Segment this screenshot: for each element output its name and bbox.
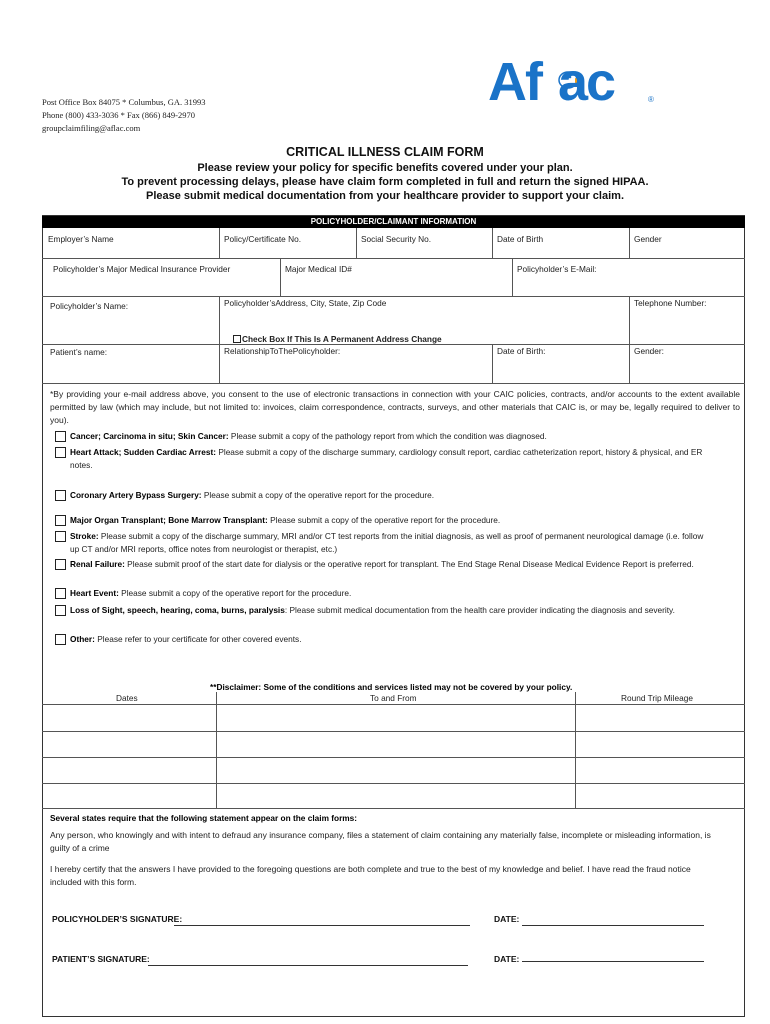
form-title: CRITICAL ILLNESS CLAIM FORM [286,145,484,159]
policy-number-label: Policy/Certificate No. [224,234,302,244]
policyholder-signature-label: POLICYHOLDER’S SIGNATURE: [52,914,183,924]
subtitle-1: Please review your policy for specific benefits covered under your plan. [197,162,573,174]
condition-stroke: Stroke: Please submit a copy of the discharge summary, MRI and/or CT test reports from the initial diagnosis, as well as proof of permanent neurological damage (i.e. follow up CT and/or MRI reports, office notes from neurologist or therapist, etc.) [70,531,704,554]
divider [219,296,220,383]
date-field-2[interactable] [522,961,704,962]
fraud-heading: Several states require that the following statement appear on the claim forms: [50,813,358,823]
to-and-from-header: To and From [370,693,417,703]
major-medical-id-label: Major Medical ID# [285,264,352,274]
table-row[interactable] [43,732,215,756]
heart-attack-checkbox[interactable] [55,447,66,458]
heart-event-checkbox[interactable] [55,588,66,599]
divider [280,258,281,296]
claim-email: groupclaimfiling@aflac.com [42,123,141,133]
telephone-label: Telephone Number: [634,298,707,308]
divider [42,383,745,384]
phone-fax: Phone (800) 433-3036 * Fax (866) 849-2970 [42,110,195,120]
other-checkbox[interactable] [55,634,66,645]
dob-label: Date of Birth [497,234,544,244]
policyholder-name-label: Policyholder’s Name: [50,301,129,311]
email-consent-text: *By providing your e-mail address above, you consent to the use of electronic transactions in connection with your CAIC policies, contracts, and/or accounts to the extent available permitted by law (which may include, but not limited to: invoices, claim correspondence, contracts, surveys, and other materials that CAIC is, or may be, legally required to deliver to you). [50,389,740,425]
policyholder-signature-field[interactable] [174,925,470,926]
mileage-header: Round Trip Mileage [621,693,693,703]
dates-header: Dates [116,693,138,703]
svg-text:Af: Af [488,52,541,110]
permanent-address-checkbox[interactable] [233,335,241,343]
employers-name-label: Employer’s Name [48,234,114,244]
address-label: Policyholder’sAddress, City, State, Zip Code [224,298,387,308]
company-address-block [42,96,205,135]
permanent-address-label: Check Box If This Is A Permanent Address Change [242,334,442,344]
condition-heart-attack: Heart Attack; Sudden Cardiac Arrest: Please submit a copy of the discharge summary, cardiology consult report, cardiac catheterization report, history & physical, and ER notes. [70,447,703,470]
fraud-notice: Any person, who knowingly and with intent to defraud any insurance company, files a statement of claim containing any materially false, incomplete or misleading information, is guilty of a crime [50,830,711,853]
ssn-label: Social Security No. [361,234,432,244]
condition-loss-of-sight: Loss of Sight, speech, hearing, coma, burns, paralysis: Please submit medical documentation from the health care provider indicating the diagnosis and severity. [70,605,675,615]
bypass-checkbox[interactable] [55,490,66,501]
date-field-1[interactable] [522,925,704,926]
patient-gender-label: Gender: [634,346,664,356]
patient-dob-label: Date of Birth: [497,346,546,356]
condition-other: Other: Please refer to your certificate for other covered events. [70,634,302,644]
condition-transplant: Major Organ Transplant; Bone Marrow Transplant: Please submit a copy of the operative report for the procedure. [70,515,501,525]
divider [42,258,745,259]
divider [629,296,630,383]
cancer-checkbox[interactable] [55,431,66,442]
condition-bypass: Coronary Artery Bypass Surgery: Please submit a copy of the operative report for the procedure. [70,490,435,500]
registered-mark: ® [648,95,654,104]
patient-signature-label: PATIENT’S SIGNATURE: [52,954,150,964]
table-line [42,808,745,809]
table-line [575,692,576,808]
email-label: Policyholder’s E-Mail: [517,264,597,274]
section-header: POLICYHOLDER/CLAIMANT INFORMATION [42,216,745,228]
date-label-1: DATE: [494,914,520,924]
table-line [216,692,217,808]
subtitle-3: Please submit medical documentation from your healthcare provider to support your claim. [146,190,624,202]
divider [492,344,493,383]
condition-heart-event: Heart Event: Please submit a copy of the operative report for the procedure. [70,588,352,598]
divider [42,344,745,345]
patient-name-label: Patient’s name: [50,347,108,357]
condition-renal-failure: Renal Failure: Please submit proof of the start date for dialysis or the operative report for transplant. The End Stage Renal Disease Medical Evidence Report is preferred. [70,559,694,569]
certification-text: I hereby certify that the answers I have provided to the foregoing questions are both complete and true to the best of my knowledge and belief. I have read the fraud notice included with this form. [50,864,691,887]
table-row[interactable] [43,784,215,807]
postal-address: Post Office Box 84075 * Columbus, GA. 31993 [42,97,206,107]
table-row[interactable] [43,758,215,782]
svg-text:ac: ac [558,52,615,110]
disclaimer: **Disclaimer: Some of the conditions and services listed may not be covered by your policy. [210,682,573,692]
divider [492,228,493,258]
transplant-checkbox[interactable] [55,515,66,526]
subtitle-2: To prevent processing delays, please have claim form completed in full and return the signed HIPAA. [121,176,649,188]
divider [219,228,220,258]
gender-label: Gender [634,234,662,244]
table-row[interactable] [43,705,215,730]
aflac-logo [488,50,664,110]
date-label-2: DATE: [494,954,520,964]
condition-cancer: Cancer; Carcinoma in situ; Skin Cancer: Please submit a copy of the pathology report from which the condition was diagnosed. [70,431,547,441]
patient-signature-field[interactable] [148,965,468,966]
stroke-checkbox[interactable] [55,531,66,542]
loss-of-sight-checkbox[interactable] [55,605,66,616]
divider [356,228,357,258]
divider [512,258,513,296]
divider [42,296,745,297]
relationship-label: RelationshipToThePolicyholder: [224,346,341,356]
divider [629,228,630,258]
major-medical-provider-label: Policyholder’s Major Medical Insurance Provider [53,264,231,274]
renal-failure-checkbox[interactable] [55,559,66,570]
